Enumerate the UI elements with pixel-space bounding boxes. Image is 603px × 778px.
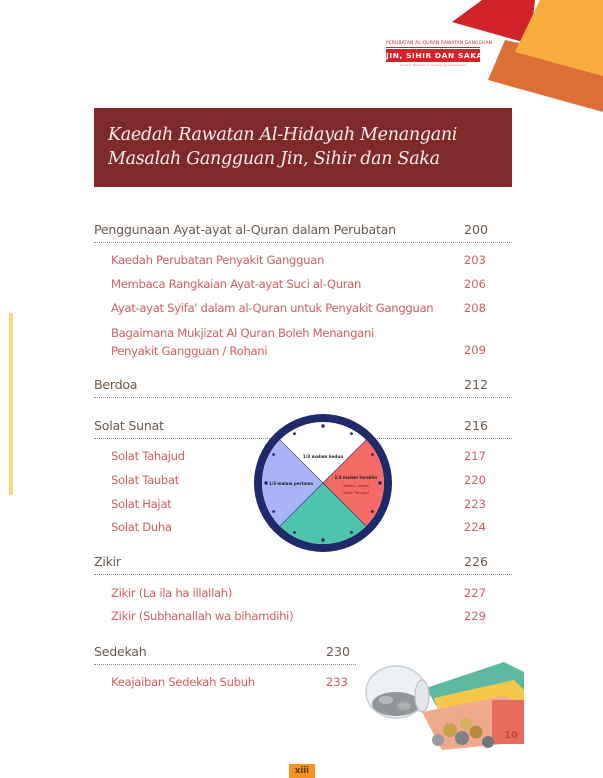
- book-title: JIN, SIHIR DAN SAKA: [386, 51, 483, 60]
- toc-page: 203: [463, 253, 486, 267]
- toc-label: Membaca Rangkaian Ayat-ayat Suci al-Quran: [111, 277, 362, 291]
- clock-right-label: 1/3 malam terakhir: [334, 475, 378, 480]
- toc-page: 220: [463, 473, 486, 487]
- corner-shapes-graphic: [0, 0, 603, 120]
- toc-label: Keajaiban Sedekah Subuh: [111, 675, 255, 689]
- toc-label: Solat Hajat: [111, 497, 172, 511]
- toc-label: Ayat-ayat Syifa' dalam al-Quran untuk Penyakit Gangguan: [111, 301, 434, 315]
- toc-page: 212: [463, 377, 488, 392]
- toc-subentry-kaedah-perubatan[interactable]: [94, 253, 512, 273]
- toc-subentry-sedekah-subuh[interactable]: [94, 675, 356, 695]
- book-subtitle: Quranic Medicine in Healing Spiritual Illness: [400, 63, 466, 67]
- toc-label: Solat Tahajud: [111, 449, 185, 463]
- clock-right-note-1: Waktu utama: [343, 483, 369, 488]
- toc-page: 233: [325, 675, 348, 689]
- toc-label-line2: Penyakit Gangguan / Rohani: [111, 344, 268, 358]
- clock-right-note-2: Solat Tahajud: [343, 490, 369, 495]
- toc-page: 230: [325, 644, 350, 659]
- toc-entry-berdoa[interactable]: [94, 377, 512, 398]
- toc-entry-sedekah[interactable]: [94, 644, 356, 665]
- toc-subentry-zikir-subhanallah[interactable]: [94, 609, 512, 629]
- toc-subentry-membaca[interactable]: [94, 277, 512, 297]
- toc-label: Zikir (Subhanallah wa bihamdihi): [111, 609, 294, 623]
- clock-left-label: 1/3 malam pertama: [269, 481, 313, 486]
- toc-page: 229: [463, 609, 486, 623]
- toc-page: 200: [463, 222, 488, 237]
- toc-page: 223: [463, 497, 486, 511]
- book-brand: [386, 41, 493, 67]
- toc-subentry-ayat-syifa[interactable]: [94, 301, 512, 321]
- toc-page: 216: [463, 418, 488, 433]
- toc-label: Solat Taubat: [111, 473, 180, 487]
- toc-label: Sedekah: [94, 644, 147, 659]
- toc-subentry-zikir-la-ilaha[interactable]: [94, 586, 512, 606]
- night-thirds-clock: [253, 413, 393, 557]
- series-label: PERUBATAN AL-QURAN RAWATAN GANGGUAN: [386, 41, 493, 46]
- toc-label: [111, 324, 374, 360]
- toc-page: 209: [463, 343, 486, 357]
- toc-label: Penggunaan Ayat-ayat al-Quran dalam Perubatan: [94, 222, 396, 237]
- toc-label: Solat Duha: [111, 520, 172, 534]
- money-jar-illustration: [364, 650, 524, 754]
- toc-entry-zikir[interactable]: [94, 554, 512, 575]
- side-accent-bar: [9, 313, 13, 495]
- clock-top-label: 1/3 malam kedua: [302, 454, 344, 459]
- toc-page: 208: [463, 301, 486, 315]
- section-title: Kaedah Rawatan Al-Hidayah Menangani Masalah Gangguan Jin, Sihir dan Saka: [108, 125, 458, 169]
- toc-entry-penggunaan[interactable]: [94, 222, 512, 243]
- money-jar-graphic: [364, 650, 524, 750]
- toc-label: Zikir (La ila ha illallah): [111, 586, 233, 600]
- toc-label: Solat Sunat: [94, 418, 164, 433]
- page-number: xiii: [289, 764, 315, 778]
- svg-text:10: 10: [504, 730, 518, 741]
- toc-page: 224: [463, 520, 486, 534]
- section-title-banner: [94, 108, 512, 187]
- toc-label: Kaedah Perubatan Penyakit Gangguan: [111, 253, 325, 267]
- toc-label: Berdoa: [94, 377, 138, 392]
- toc-page: 227: [463, 586, 486, 600]
- toc-page: 206: [463, 277, 486, 291]
- toc-page: 217: [463, 449, 486, 463]
- clock-graphic: [253, 413, 393, 553]
- toc-label-line1: Bagaimana Mukjizat Al Quran Boleh Menangani: [111, 326, 374, 340]
- toc-page: 226: [463, 554, 488, 569]
- toc-label: Zikir: [94, 554, 121, 569]
- toc-subentry-mukjizat[interactable]: [94, 328, 512, 364]
